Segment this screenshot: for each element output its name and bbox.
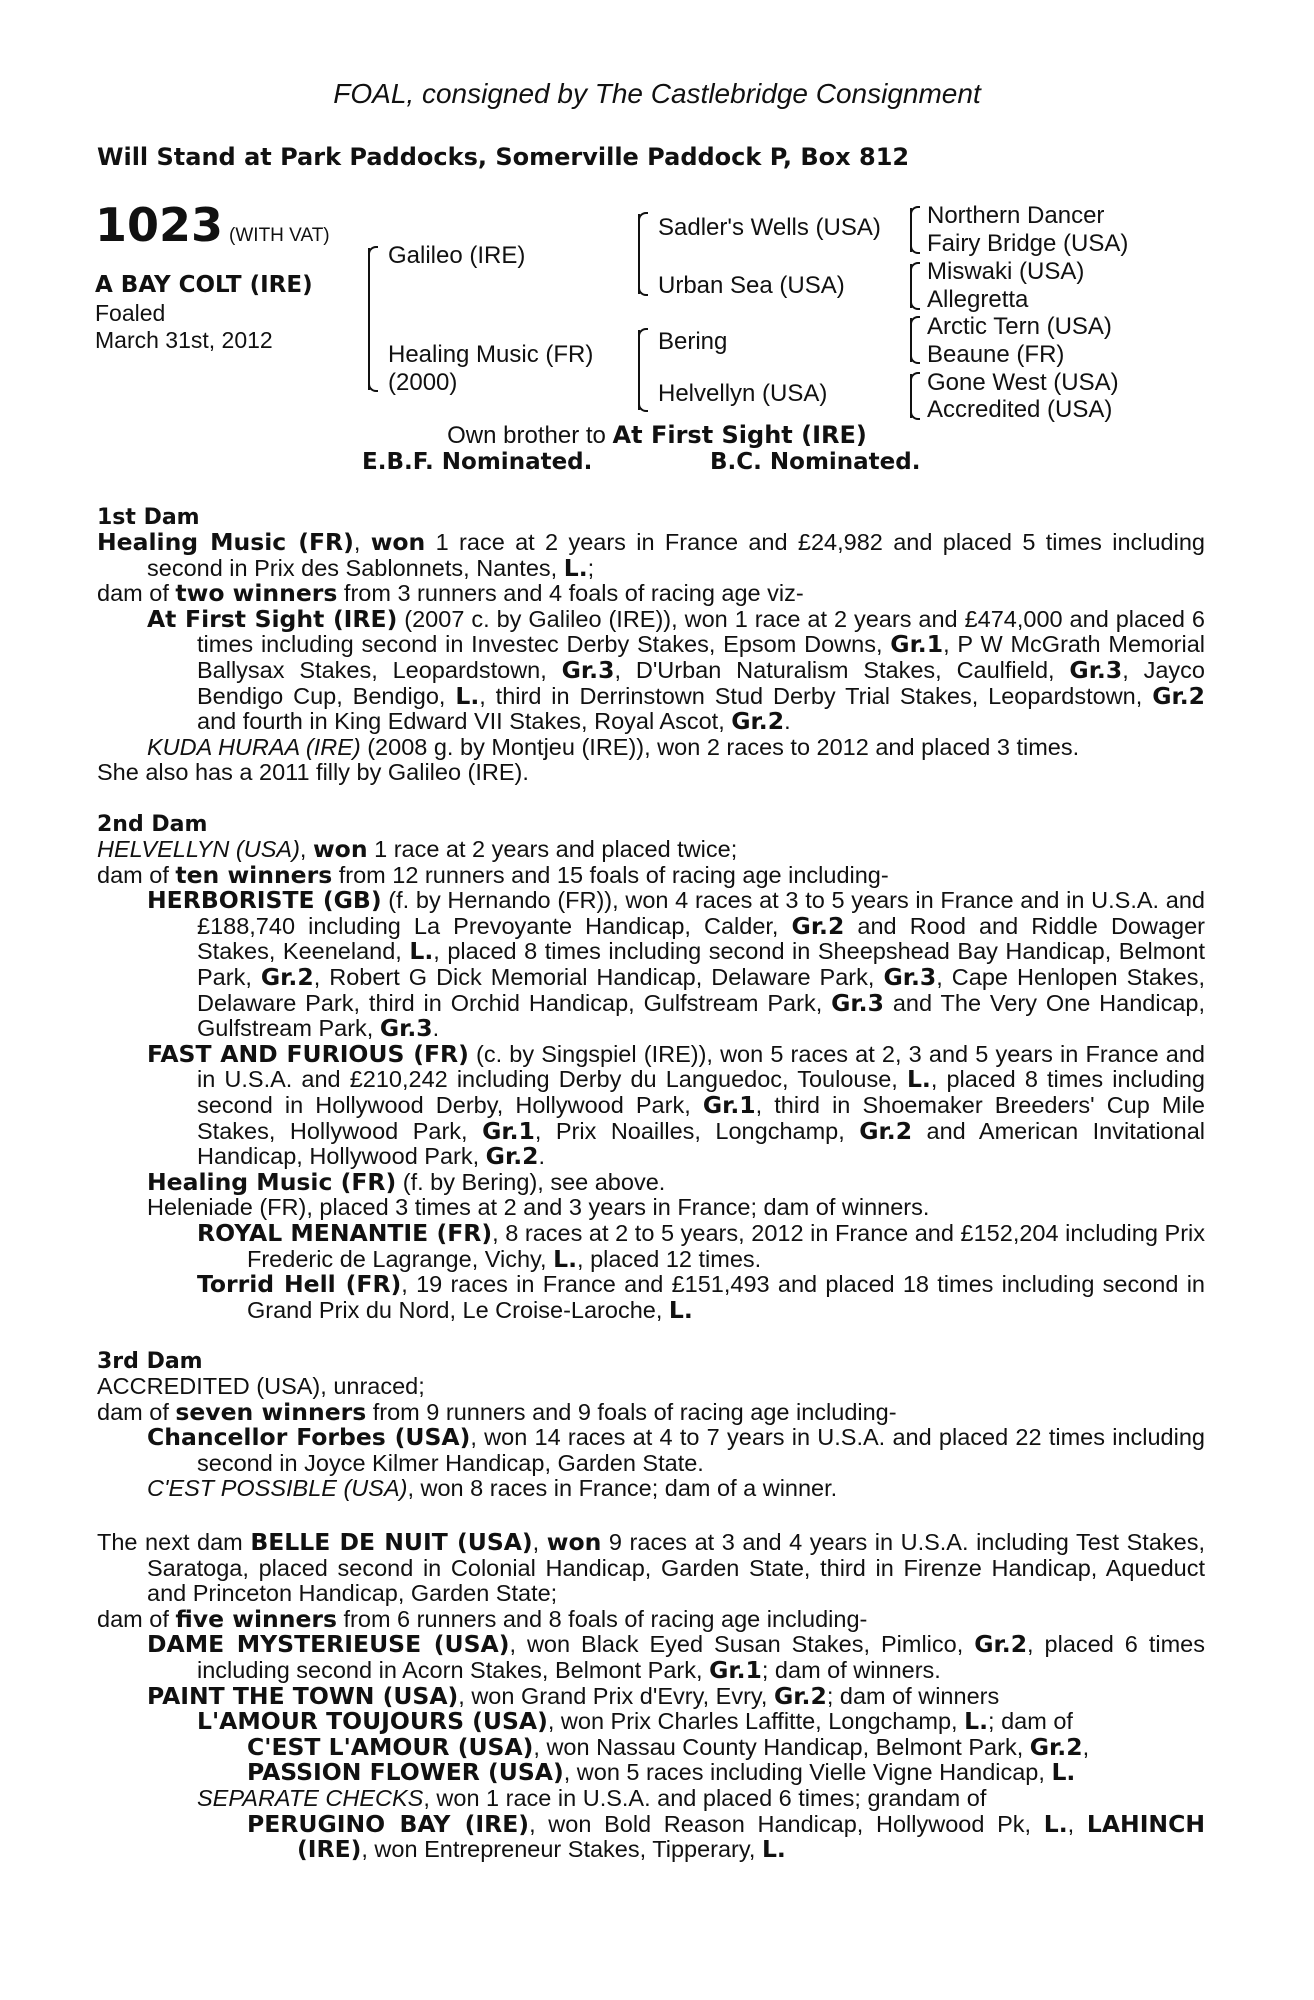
bold-text: DAME MYSTERIEUSE (USA)	[147, 1630, 510, 1659]
next-dam-line	[97, 1530, 1205, 1607]
text-run: , third in Derrinstown Stud Derby Trial Stakes, Leopardstown,	[479, 682, 1153, 709]
bold-text: PERUGINO BAY (IRE)	[247, 1809, 530, 1838]
dam3-line	[97, 1425, 1205, 1476]
bold-text: ten winners	[175, 860, 333, 889]
bold-text: Healing Music (FR)	[147, 1167, 397, 1196]
pedigree-sire-sire: Sadler's Wells (USA)	[658, 214, 881, 241]
text-run: , won Grand Prix d'Evry, Evry,	[458, 1682, 774, 1709]
foaled-info	[95, 300, 273, 354]
bold-text: L.	[1043, 1809, 1068, 1838]
text-run: from 9 runners and 9 foals of racing age including-	[366, 1398, 897, 1425]
bold-text: two winners	[175, 579, 338, 608]
pedigree-dam: Healing Music (FR)	[388, 341, 594, 368]
sire-line-brace	[638, 214, 640, 294]
text-run: , D'Urban Naturalism Stakes, Caulfield,	[614, 656, 1070, 683]
text-run: ;	[587, 554, 595, 581]
pedigree-dam-year: (2000)	[388, 369, 458, 396]
bold-text: PAINT THE TOWN (USA)	[147, 1681, 459, 1710]
text-run: , 8 races at 2 to 5 years, 2012 in France and £152,204 including Prix Frederic de Lagrange, Vichy,	[247, 1219, 1205, 1272]
text-run: , placed 8 times including second in Hollywood Derby, Hollywood Park,	[197, 1066, 1206, 1118]
dam2-line	[97, 1218, 1205, 1273]
italic-text: SEPARATE CHECKS	[197, 1784, 424, 1811]
own-brother-line	[0, 421, 1314, 450]
pedigree-g3-5: Arctic Tern (USA)	[927, 313, 1112, 340]
dam3-line	[97, 1476, 1205, 1502]
text-run: ,	[532, 1529, 547, 1555]
text-run: .	[784, 708, 791, 735]
bold-text: FAST AND FURIOUS (FR)	[147, 1039, 469, 1068]
pedigree-dam-sire: Bering	[658, 328, 728, 355]
foaled-label: Foaled	[95, 300, 166, 326]
bold-text: L.	[455, 681, 480, 710]
bold-text: Gr.2	[791, 911, 845, 940]
text-run: , won 14 races at 4 to 7 years in U.S.A. and placed 22 times including second in Joyce Kilmer Handicap, Garden State.	[197, 1424, 1205, 1476]
text-run: , won Nassau County Handicap, Belmont Park,	[533, 1733, 1030, 1760]
next-dam-line	[97, 1681, 1205, 1710]
text-run: , P W McGrath Memorial Ballysax Stakes, Leopardstown,	[197, 631, 1205, 683]
dam3-line	[97, 1397, 1205, 1426]
text-run: (2008 g. by Montjeu (IRE)), won 2 races to 2012 and placed 3 times.	[360, 733, 1080, 760]
bold-text: HERBORISTE (GB)	[147, 886, 382, 915]
bold-text: Gr.2	[859, 1116, 913, 1145]
dam1-line	[97, 760, 1205, 786]
text-run: She also has a 2011 filly by Galileo (IRE).	[97, 759, 529, 786]
lot-heading	[95, 198, 330, 252]
next-dam-line	[97, 1809, 1206, 1864]
text-run: (c. by Singspiel (IRE)), won 5 races at 2, 3 and 5 years in France and in U.S.A. and £210,242 including Derby du Languedoc, Toulouse,	[197, 1040, 1205, 1093]
text-run: , won 1 race in U.S.A. and placed 6 times; grandam of	[423, 1784, 987, 1811]
next-dam-line	[97, 1632, 1205, 1683]
text-run: , won 5 races including Vielle Vigne Handicap,	[563, 1759, 1052, 1786]
bold-text: Gr.2	[774, 1681, 827, 1710]
text-run: .	[432, 1015, 440, 1042]
bold-text: won	[546, 1528, 602, 1556]
dam3-section	[97, 1374, 1205, 1502]
text-run: .	[538, 1143, 546, 1170]
bold-text: L.	[668, 1295, 693, 1324]
text-run: (f. by Hernando (FR)), won 4 races at 3 to 5 years in France and in U.S.A. and £188,740 including La Prevoyante Handicap, Calder,	[197, 887, 1205, 939]
bold-text: Gr.2	[1152, 681, 1205, 710]
dam2-line	[97, 1272, 1205, 1323]
pedigree-g3-8: Accredited (USA)	[927, 396, 1113, 423]
dam2-line	[97, 837, 1205, 863]
dam1-section	[97, 530, 1205, 786]
italic-text: C'EST POSSIBLE (USA)	[147, 1475, 408, 1502]
dam2-section	[97, 837, 1205, 1323]
text-run: ,	[1067, 1810, 1087, 1837]
text-run: , placed 6 times including second in Acorn Stakes, Belmont Park,	[197, 1631, 1205, 1683]
text-run: , won 8 races in France; dam of a winner.	[407, 1475, 838, 1502]
dam2-line	[97, 1039, 1206, 1171]
text-run: , Robert G Dick Memorial Handicap, Delaware Park,	[313, 963, 884, 990]
dam1-line	[97, 581, 1205, 607]
text-run: and Rood and Riddle Dowager Stakes, Keeneland,	[197, 912, 1205, 965]
bold-text: Gr.3	[379, 1014, 433, 1043]
text-run: ,	[1082, 1733, 1090, 1760]
text-run: , won Bold Reason Handicap, Hollywood Pk,	[529, 1810, 1044, 1837]
text-run: 1 race at 2 years in France and £24,982 and placed 5 times including second in Prix des Sablonnets, Nantes,	[147, 529, 1205, 581]
bold-text: Chancellor Forbes (USA)	[147, 1423, 471, 1452]
text-run: 9 races at 3 and 4 years in U.S.A. including Test Stakes, Saratoga, placed second in Colonial Handicap, Garden State, third in Firenze Handicap, Aqueduct and Princeton Handicap, Garden State;	[147, 1529, 1205, 1607]
bold-text: L.	[906, 1065, 931, 1094]
text-run: Heleniade (FR), placed 3 times at 2 and 3 years in France; dam of winners.	[147, 1194, 930, 1221]
text-run: ; dam of winners	[826, 1682, 1000, 1709]
dam1-heading: 1st Dam	[97, 505, 200, 530]
bold-text: won	[370, 528, 426, 556]
text-run: , Cape Henlopen Stakes, Delaware Park, third in Orchid Handicap, Gulfstream Park,	[197, 963, 1205, 1016]
stand-location: Will Stand at Park Paddocks, Somerville Paddock P, Box 812	[97, 143, 910, 171]
bold-text: L.	[761, 1835, 786, 1864]
pedigree-g3-2: Fairy Bridge (USA)	[927, 230, 1129, 257]
bold-text: Gr.1	[709, 1655, 762, 1684]
bold-text: Gr.2	[731, 707, 785, 736]
bold-text: five winners	[175, 1604, 337, 1633]
text-run: , won Prix Charles Laffitte, Longchamp,	[547, 1708, 965, 1735]
bold-text: PASSION FLOWER (USA)	[247, 1758, 564, 1787]
text-run: from 6 runners and 8 foals of racing age including-	[336, 1605, 868, 1632]
bold-text: Gr.3	[883, 962, 937, 991]
text-run: (2007 c. by Galileo (IRE)), won 1 race at 2 years and £474,000 and placed 6 times including second in Investec Derby Stakes, Epsom Downs,	[197, 605, 1206, 658]
next-dam-line	[97, 1732, 1205, 1761]
text-run: from 3 runners and 4 foals of racing age viz-	[337, 580, 804, 607]
pedigree-g3-7: Gone West (USA)	[927, 369, 1119, 396]
bold-text: Gr.3	[561, 655, 615, 684]
bold-text: seven winners	[175, 1397, 367, 1426]
next-dam-line	[97, 1709, 1205, 1735]
bold-text: Gr.3	[831, 988, 884, 1017]
dam2-line	[97, 888, 1205, 1042]
bold-text: Torrid Hell (FR)	[197, 1270, 402, 1299]
next-dam-line	[97, 1760, 1205, 1786]
dam2-line	[97, 1195, 1205, 1221]
text-run: ; dam of	[988, 1708, 1073, 1735]
dam1-line	[97, 530, 1205, 581]
text-run: (f. by Bering), see above.	[396, 1168, 666, 1195]
text-run: , won Black Eyed Susan Stakes, Pimlico,	[509, 1631, 975, 1658]
next-dam-line	[97, 1604, 1205, 1633]
text-run: , placed 8 times including second in Sheepshead Bay Handicap, Belmont Park,	[197, 938, 1206, 990]
text-run: and The Very One Handicap, Gulfstream Park,	[197, 989, 1205, 1042]
bold-text: L.	[409, 937, 434, 966]
own-brother-prefix: Own brother to	[447, 422, 613, 449]
text-run: , Prix Noailles, Longchamp,	[534, 1117, 860, 1144]
dam1-line	[97, 735, 1205, 761]
consignment-header: FOAL, consigned by The Castlebridge Consignment	[333, 78, 981, 109]
text-run: from 12 runners and 15 foals of racing age including-	[332, 861, 889, 888]
foaled-date: March 31st, 2012	[95, 327, 273, 353]
text-run: 1 race at 2 years and placed twice;	[367, 836, 738, 862]
bold-text: L'AMOUR TOUJOURS (USA)	[197, 1707, 548, 1736]
pedigree-g3-1: Northern Dancer	[927, 202, 1105, 229]
italic-text: KUDA HURAA (IRE)	[147, 733, 361, 760]
bold-text: Gr.2	[260, 962, 314, 991]
dam3-heading: 3rd Dam	[97, 1349, 203, 1374]
dam-line-brace	[638, 330, 640, 410]
bold-text: Gr.2	[1029, 1732, 1083, 1761]
text-run: ,	[299, 836, 313, 862]
own-brother-name: At First Sight (IRE)	[612, 421, 867, 449]
next-dam-section	[97, 1530, 1205, 1863]
bold-text: won	[312, 835, 368, 863]
text-run: dam of	[97, 580, 176, 607]
bold-text: Gr.2	[485, 1142, 539, 1171]
text-run: , placed 12 times.	[577, 1245, 762, 1272]
text-run: dam of	[97, 1605, 176, 1632]
bold-text: Gr.1	[482, 1116, 535, 1145]
text-run: ; dam of winners.	[761, 1656, 941, 1683]
pedigree-sire-dam: Urban Sea (USA)	[658, 272, 845, 299]
next-dam-line	[97, 1786, 1205, 1812]
g3-brace-2	[910, 264, 912, 308]
dam2-heading: 2nd Dam	[97, 812, 208, 837]
text-run: and fourth in King Edward VII Stakes, Royal Ascot,	[197, 708, 732, 735]
italic-text: HELVELLYN (USA)	[97, 836, 300, 862]
pedigree-g3-4: Allegretta	[927, 286, 1029, 313]
bold-text: Gr.1	[702, 1090, 756, 1119]
text-run: , third in Shoemaker Breeders' Cup Mile Stakes, Hollywood Park,	[197, 1091, 1205, 1144]
bold-text: L.	[563, 553, 588, 582]
text-run: , 19 races in France and £151,493 and placed 18 times including second in Grand Prix du Nord, Le Croise-Laroche,	[247, 1271, 1205, 1323]
dam2-line	[97, 1167, 1205, 1196]
bold-text: Healing Music (FR)	[97, 528, 354, 556]
bold-text: Gr.2	[974, 1630, 1028, 1659]
bold-text: Gr.1	[890, 630, 944, 659]
dam3-line	[97, 1374, 1205, 1400]
pedigree-g3-6: Beaune (FR)	[927, 341, 1065, 368]
text-run: ,	[353, 529, 371, 555]
text-run: , won Entrepreneur Stakes, Tipperary,	[361, 1836, 762, 1863]
bold-text: L.	[1051, 1758, 1076, 1787]
lot-number: 1023	[95, 198, 224, 252]
vat-note: (WITH VAT)	[229, 225, 330, 246]
bold-text: L.	[964, 1707, 989, 1736]
lot-name: A BAY COLT (IRE)	[95, 272, 313, 298]
sire-dam-brace	[368, 248, 370, 390]
bold-text: BELLE DE NUIT (USA)	[250, 1528, 533, 1556]
text-run: dam of	[97, 1398, 176, 1425]
pedigree-dam-dam: Helvellyn (USA)	[658, 380, 828, 407]
bc-nominated: B.C. Nominated.	[710, 449, 921, 475]
text-run: , Jayco Bendigo Cup, Bendigo,	[197, 656, 1205, 709]
pedigree-sire: Galileo (IRE)	[388, 242, 526, 269]
text-run: dam of	[97, 861, 176, 888]
bold-text: L.	[553, 1244, 578, 1273]
dam1-line	[97, 604, 1206, 736]
ebf-nominated: E.B.F. Nominated.	[362, 449, 593, 475]
bold-text: LAHINCH (IRE)	[297, 1809, 1206, 1864]
bold-text: At First Sight (IRE)	[147, 604, 398, 633]
pedigree-g3-3: Miswaki (USA)	[927, 258, 1085, 285]
text-run: ACCREDITED (USA), unraced;	[97, 1373, 425, 1399]
bold-text: ROYAL MENANTIE (FR)	[197, 1218, 493, 1247]
dam2-line	[97, 860, 1205, 889]
text-run: and American Invitational Handicap, Hollywood Park,	[197, 1117, 1205, 1170]
bold-text: C'EST L'AMOUR (USA)	[247, 1732, 534, 1761]
g3-brace-4	[910, 374, 912, 418]
bold-text: Gr.3	[1069, 655, 1123, 684]
g3-brace-3	[910, 318, 912, 362]
g3-brace-1	[910, 208, 912, 252]
text-run: The next dam	[97, 1529, 251, 1555]
